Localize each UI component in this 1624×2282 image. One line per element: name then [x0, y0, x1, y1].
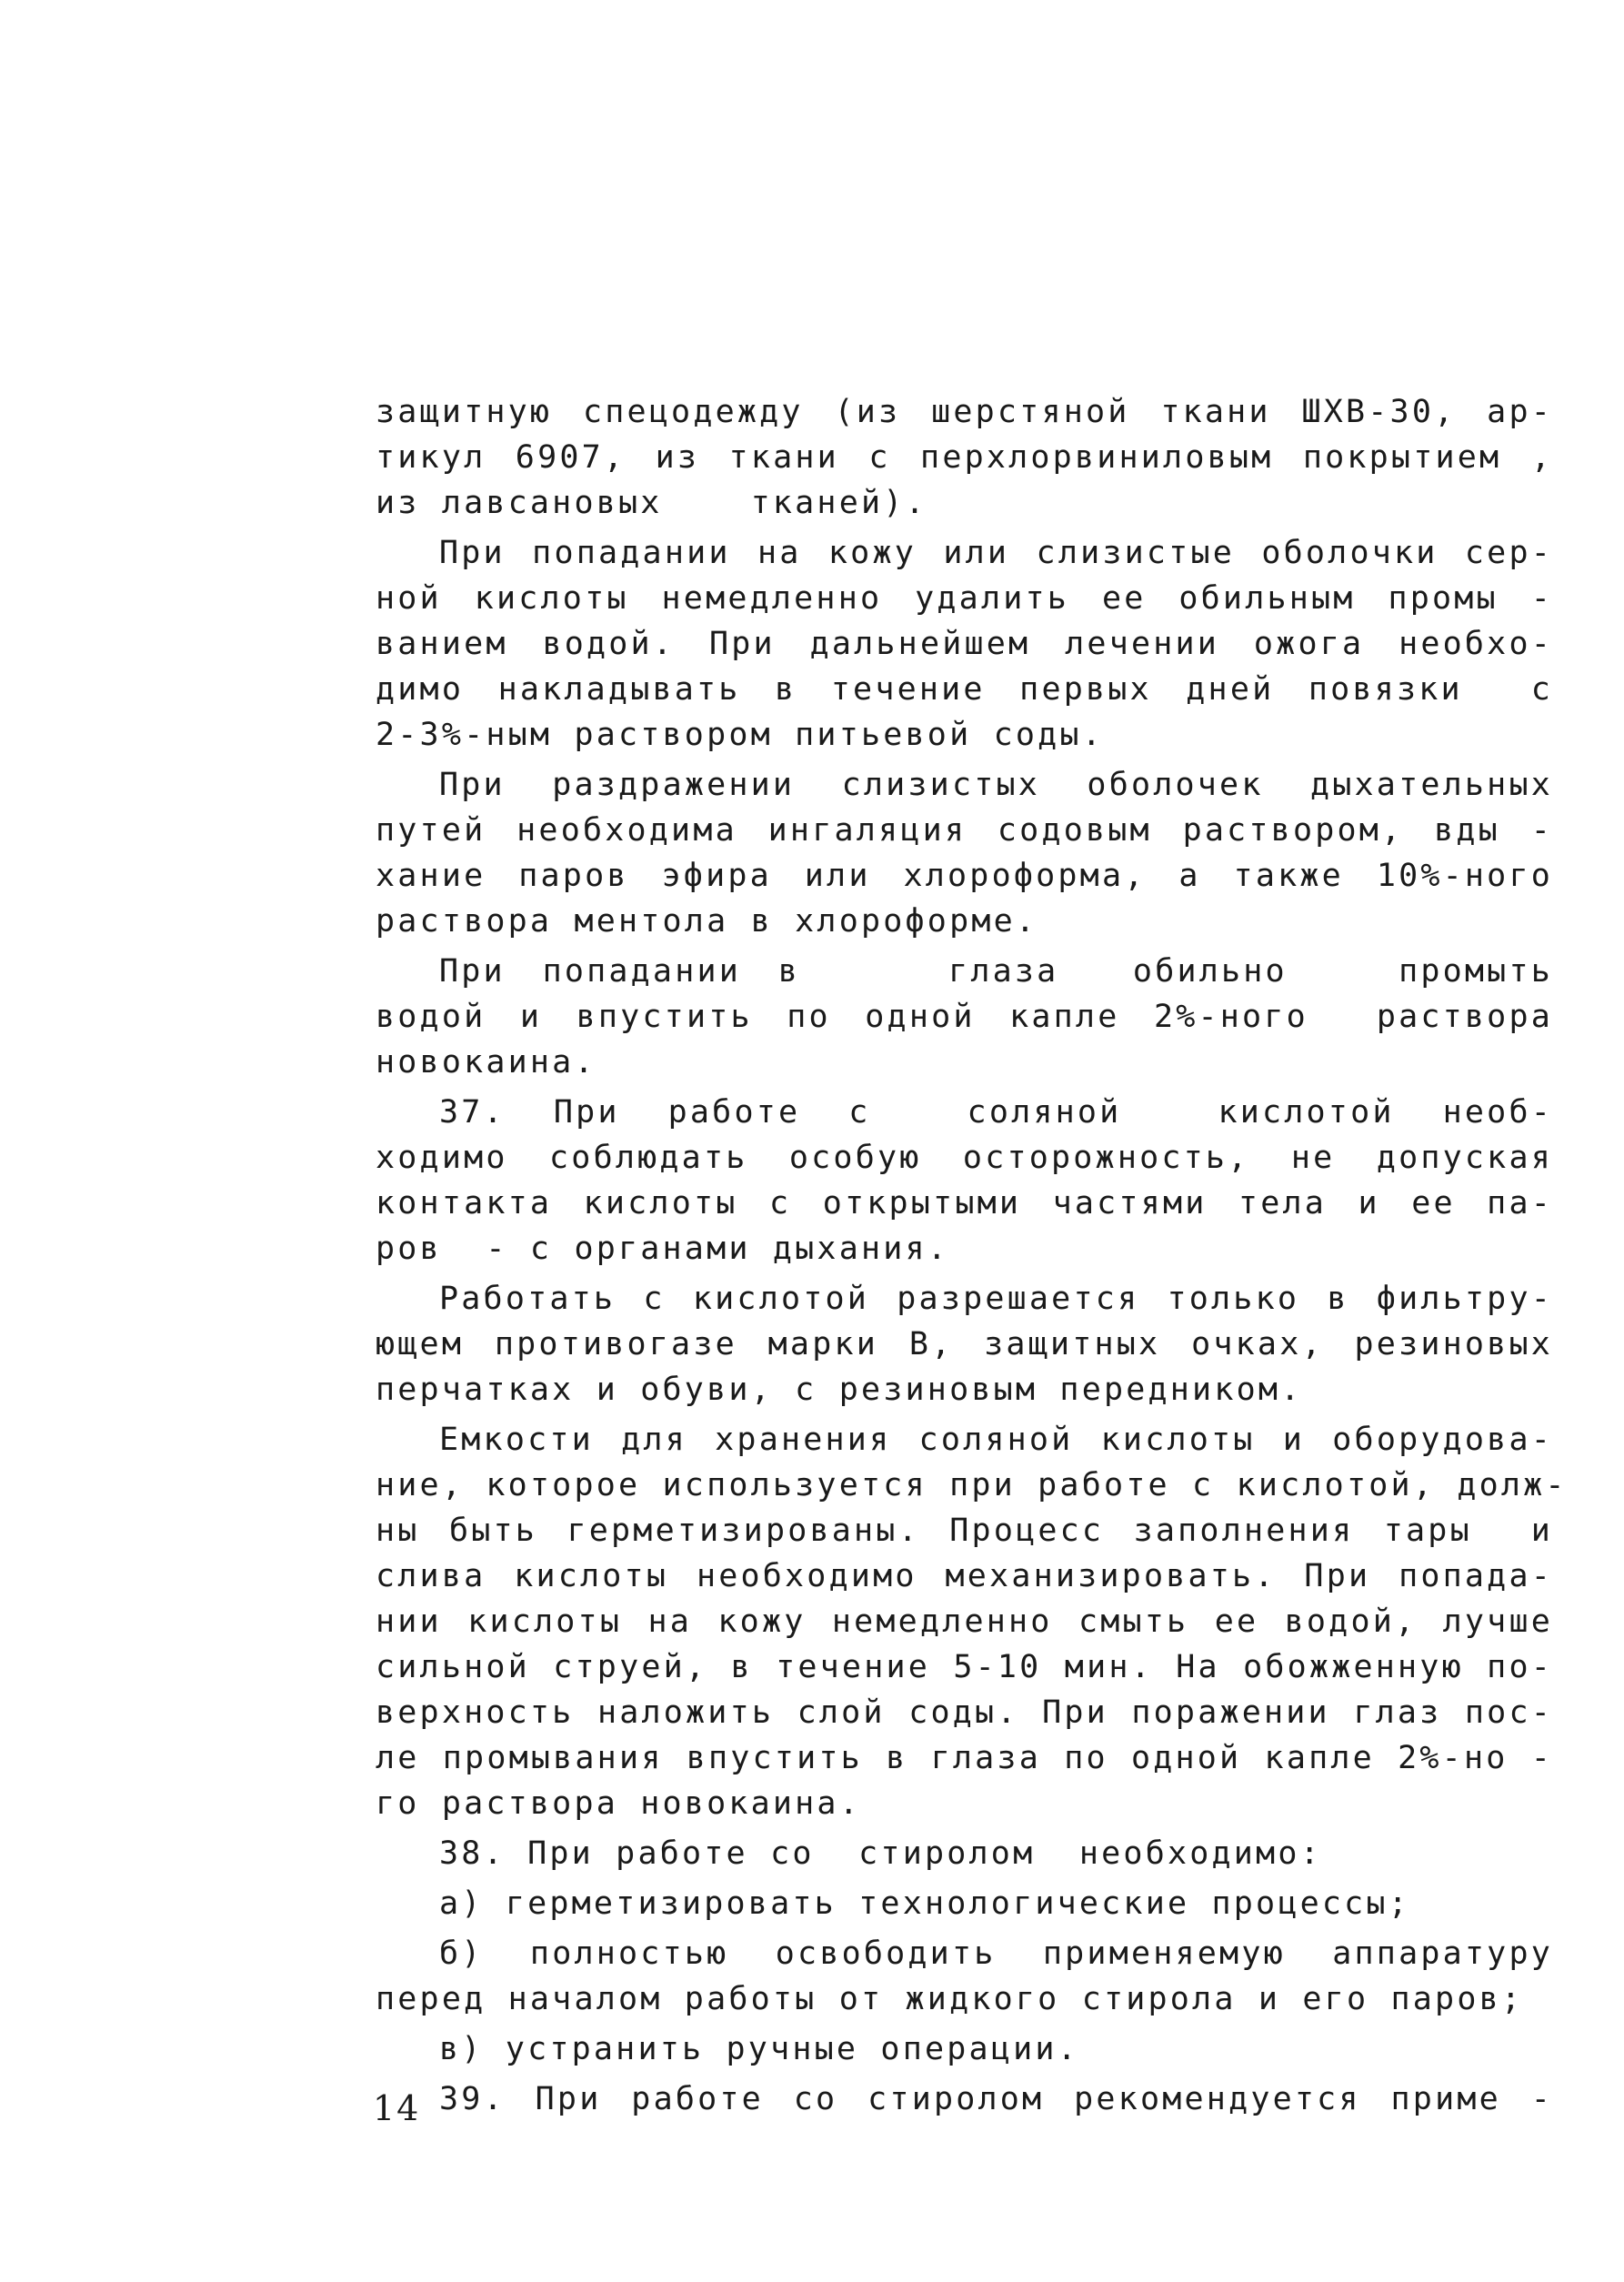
text-line: 39. При работе со стиролом рекомендуется приме - [439, 2081, 1553, 2117]
text-line: ющем противогазе марки В, защитных очках, резиновых [376, 1326, 1553, 1362]
paragraph [376, 389, 1553, 526]
text-line: Работать с кислотой разрешается только в фильтру- [439, 1281, 1553, 1317]
text-line: ние, которое используется при работе с кислотой, долж- [376, 1467, 1568, 1503]
text-line: При попадании на кожу или слизистые оболочки сер- [439, 535, 1553, 571]
list-item-b [376, 1931, 1553, 2022]
page-number: 14 [373, 2088, 421, 2128]
paragraph [376, 762, 1553, 944]
text-line: нии кислоты на кожу немедленно смыть ее водой, лучше [376, 1603, 1553, 1640]
text-line: ной кислоты немедленно удалить ее обильным промы - [376, 580, 1553, 617]
text-line: слива кислоты необходимо механизировать. При попада- [376, 1558, 1553, 1594]
text-line: верхность наложить слой соды. При поражении глаз пос- [376, 1694, 1553, 1731]
text-line: Емкости для хранения соляной кислоты и оборудова- [439, 1422, 1553, 1458]
text-line: б) полностью освободить применяемую аппаратуру [439, 1935, 1553, 1972]
text-line: контакта кислоты с открытыми частями тела и ее па- [376, 1185, 1553, 1221]
text-line: 38. При работе со стиролом необходимо: [439, 1835, 1322, 1872]
text-line: ходимо соблюдать особую осторожность, не допуская [376, 1140, 1553, 1176]
text-line: новокаина. [376, 1044, 596, 1081]
text-line: 2-3%-ным раствором питьевой соды. [376, 717, 1104, 753]
text-line: раствора ментола в хлороформе. [376, 903, 1038, 940]
text-line: ванием водой. При дальнейшем лечении ожога необхо- [376, 626, 1553, 662]
text-line: При раздражении слизистых оболочек дыхательных [439, 767, 1553, 803]
text-line: а) герметизировать технологические процессы; [439, 1885, 1410, 1922]
text-line: перед началом работы от жидкого стирола и его паров; [376, 1981, 1524, 2017]
text-line: защитную спецодежду (из шерстяной ткани ШХВ-30, ар- [376, 394, 1553, 430]
text-line: димо накладывать в течение первых дней повязки с [376, 671, 1553, 708]
list-item-a [376, 1881, 1553, 1926]
paragraph [376, 949, 1553, 1085]
text-line: перчатках и обуви, с резиновым передником. [376, 1372, 1303, 1408]
numbered-paragraph-38 [376, 1831, 1553, 1876]
paragraph [376, 1417, 1568, 1826]
document-page [376, 389, 1568, 2122]
text-line: хание паров эфира или хлороформа, а также 10%-ного [376, 858, 1553, 894]
list-item-c [376, 2026, 1553, 2072]
text-line: При попадании в глаза обильно промыть [439, 953, 1553, 990]
text-line: из лавсановых тканей). [376, 485, 927, 521]
text-line: ле промывания впустить в глаза по одной капле 2%-но - [376, 1740, 1553, 1776]
text-line: тикул 6907, из ткани с перхлорвиниловым покрытием , [376, 439, 1553, 476]
text-line: 37. При работе с соляной кислотой необ- [439, 1094, 1553, 1131]
text-line: сильной струей, в течение 5-10 мин. На обожженную по- [376, 1649, 1553, 1685]
text-line: путей необходима ингаляция содовым раствором, вды - [376, 812, 1553, 849]
text-line: ров - с органами дыхания. [376, 1231, 950, 1267]
text-line: го раствора новокаина. [376, 1785, 861, 1822]
numbered-paragraph-39 [376, 2076, 1553, 2122]
paragraph [376, 530, 1553, 758]
paragraph [376, 1276, 1553, 1412]
text-line: ны быть герметизированы. Процесс заполнения тары и [376, 1513, 1553, 1549]
text-line: водой и впустить по одной капле 2%-ного раствора [376, 999, 1553, 1035]
numbered-paragraph-37 [376, 1090, 1553, 1272]
text-line: в) устранить ручные операции. [439, 2031, 1079, 2067]
